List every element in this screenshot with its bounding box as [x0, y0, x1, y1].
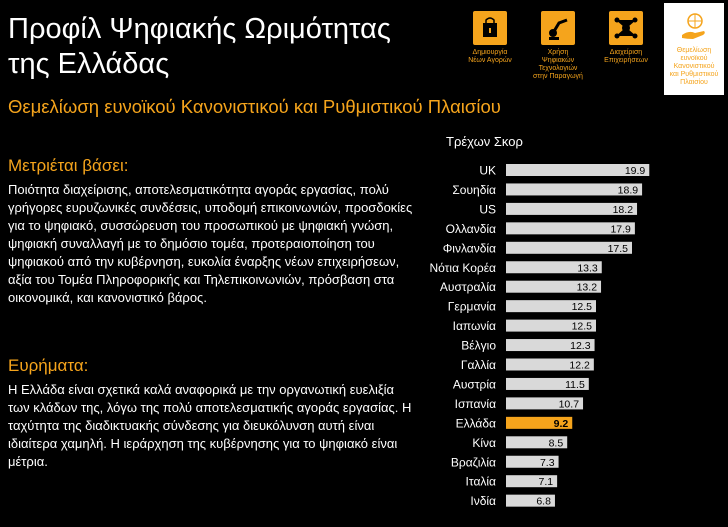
value-label: 13.2 — [576, 281, 598, 294]
measured-text: Ποιότητα διαχείρισης, αποτελεσματικότητα αγοράς εργασίας, πολύ γρήγορες ευρυζωνικές συνδέσεις, υποδομή επικοινωνιών, προσδοκίες για το ψηφιακό, συσσώρευση του προσωπικού με ψηφιακή γνώση, ψηφιακή συναλλαγή με το δημόσιο τομέα, προτεραιοποίηση του ψηφιακού από την κυβέρνηση, ευκολία έναρξης νέων επιχειρήσεων, αξία του Τομέα Πληροφορικής και Τηλεπικοινωνιών, πρόσβαση στα οικονομικά, και κανονιστικό βάρος. — [8, 182, 413, 305]
category-label: Ελλάδα — [455, 416, 496, 431]
score-bar-chart — [400, 160, 728, 522]
value-label: 11.5 — [565, 378, 585, 391]
value-label: 12.3 — [570, 340, 591, 353]
category-label: Γαλλία — [460, 358, 496, 372]
category-label: Βέλγιο — [461, 338, 496, 353]
value-label: 8.5 — [548, 437, 564, 450]
value-label: 6.8 — [536, 495, 551, 508]
pillar-caption: Διαχείριση Επιχειρήσεων — [604, 49, 648, 64]
measured-heading: Μετριέται βάσει: — [8, 156, 129, 175]
value-label: 9.2 — [553, 417, 569, 430]
robot-arm-icon — [541, 11, 575, 45]
value-label: 10.7 — [558, 398, 580, 411]
category-label: UK — [479, 163, 496, 178]
pillar-business-management[interactable] — [596, 5, 656, 95]
page-title-line1: Προφίλ Ψηφιακής Ωριμότητας — [8, 13, 391, 45]
pillar-caption: Θεμελίωση ευνοϊκού Κανονιστικού και Ρυθμιστικού Πλαισίου — [669, 47, 719, 86]
value-label: 17.5 — [607, 242, 628, 255]
pillar-new-markets[interactable] — [460, 5, 520, 95]
value-label: 19.9 — [624, 165, 646, 177]
findings-heading: Ευρήματα: — [8, 356, 89, 375]
category-label: Σουηδία — [452, 182, 496, 197]
category-label: Αυστραλία — [439, 280, 496, 295]
pillar-icons — [456, 0, 728, 100]
page-title — [8, 12, 391, 82]
pillar-caption: Δημιουργία Νέων Αγορών — [468, 49, 512, 64]
network-icon — [609, 11, 643, 45]
category-label: Κίνα — [472, 435, 496, 450]
category-label: Ιταλία — [465, 474, 496, 489]
category-label: Φινλανδία — [442, 241, 496, 256]
value-label: 18.2 — [612, 203, 634, 216]
category-label: Γερμανία — [447, 299, 496, 314]
category-label: Βραζιλία — [450, 455, 496, 470]
pillar-regulatory-framework[interactable] — [664, 3, 724, 95]
value-label: 7.1 — [538, 476, 554, 489]
pillar-digital-production[interactable] — [528, 5, 588, 95]
category-label: Ιαπωνία — [452, 319, 496, 334]
value-label: 18.9 — [617, 184, 639, 197]
page-title-line2: της Ελλάδας — [8, 48, 170, 80]
value-label: 12.5 — [571, 301, 592, 314]
value-label: 12.2 — [569, 359, 590, 372]
shopping-bag-icon — [473, 11, 507, 45]
category-label: Νότια Κορέα — [429, 260, 496, 275]
value-label: 12.5 — [571, 320, 592, 333]
category-label: US — [479, 202, 496, 217]
value-label: 17.9 — [610, 223, 631, 236]
category-label: Ολλανδία — [445, 221, 496, 236]
value-label: 13.3 — [577, 262, 598, 275]
page-subtitle: Θεμελίωση ευνοϊκού Κανονιστικού και Ρυθμιστικού Πλαισίου — [8, 96, 501, 117]
findings-text: Η Ελλάδα είναι σχετικά καλά αναφορικά με την οργανωτική ευελιξία των κλάδων της, λόγω της πολύ αποτελεσματικής αγοράς εργασίας. Η ταχύτητα της διαδικτυακής σύνδεσης για διευκόλυνση αυτή είναι ιδιαίτερα χαμηλή. Η ιεράρχηση της κυβέρνησης για το ψηφιακό είναι μέτρια. — [8, 382, 412, 469]
pillar-caption: Χρήση Ψηφιακών Τεχνολογιών στην Παραγωγή — [533, 49, 583, 80]
category-label: Αυστρία — [452, 377, 496, 392]
category-label: Ινδία — [470, 494, 496, 509]
category-label: Ισπανία — [454, 396, 496, 411]
hand-globe-icon — [677, 9, 711, 43]
chart-title: Τρέχων Σκορ — [446, 134, 523, 149]
value-label: 7.3 — [539, 456, 555, 469]
